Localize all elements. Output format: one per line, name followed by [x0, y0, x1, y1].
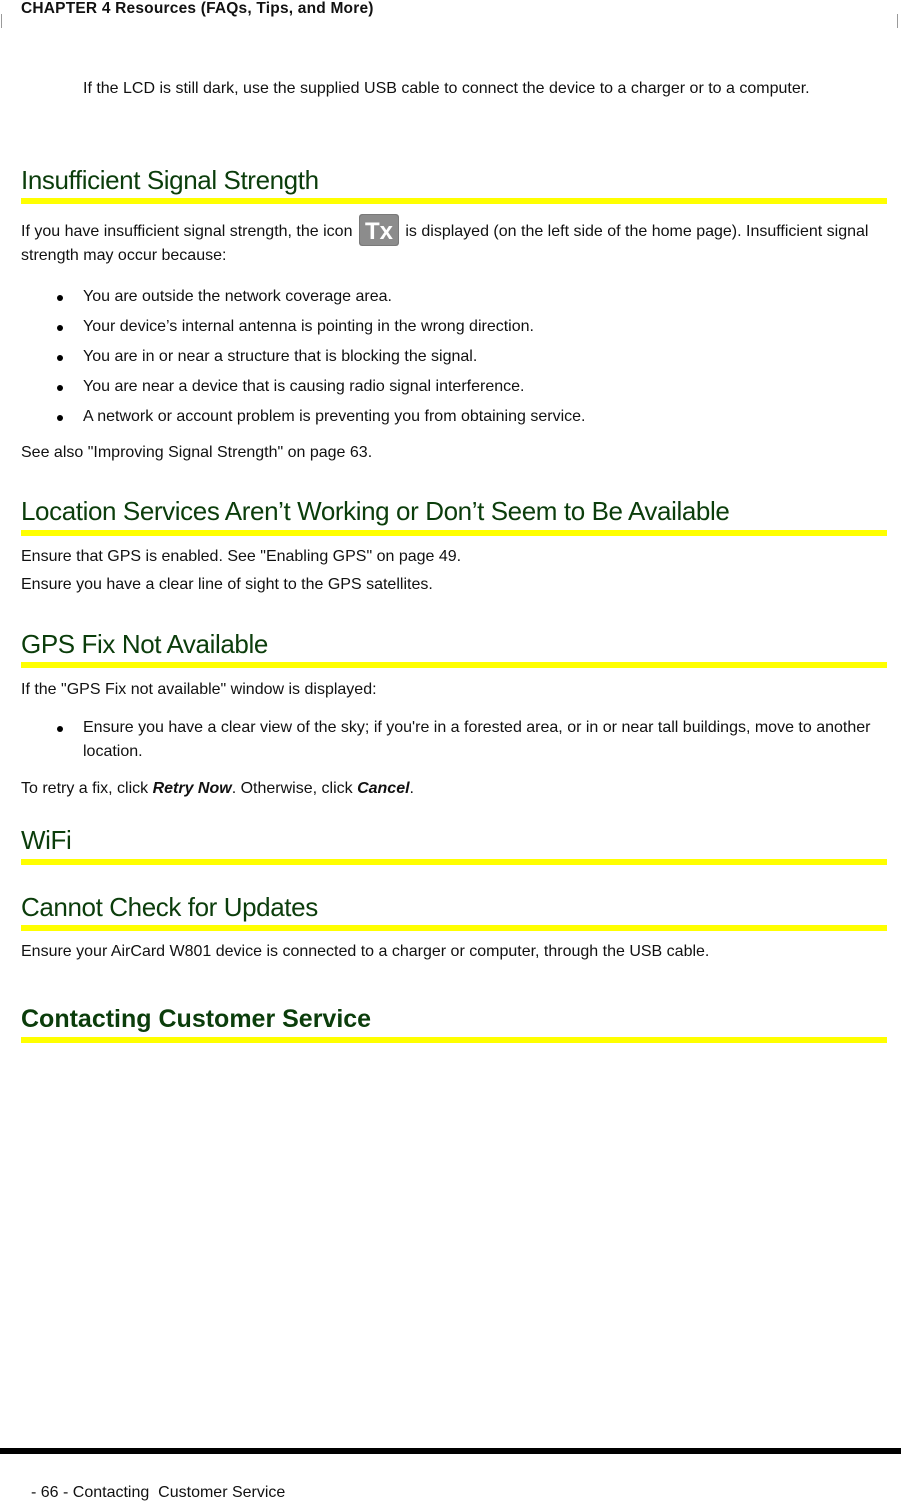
list-item: You are near a device that is causing radio signal interference. — [55, 375, 885, 399]
heading-rule — [21, 859, 887, 865]
crop-mark-right — [897, 14, 898, 28]
bullet-dot — [57, 726, 63, 732]
tx-icon-label: Tx — [364, 217, 393, 245]
heading-gps-fix: GPS Fix Not Available — [21, 629, 268, 659]
signal-causes-list — [55, 285, 885, 429]
crop-mark-left — [1, 14, 2, 28]
bullet-dot — [57, 385, 63, 391]
heading-cannot-check-updates: Cannot Check for Updates — [21, 892, 318, 922]
bullet-dot — [57, 325, 63, 331]
heading-location-services: Location Services Aren’t Working or Don’t Seem to Be Available — [21, 496, 730, 526]
heading-rule — [21, 662, 887, 668]
retry-paragraph: To retry a fix, click Retry Now. Otherwise, click Cancel. — [21, 780, 414, 797]
cancel-term: Cancel — [357, 780, 410, 797]
heading-rule — [21, 198, 887, 204]
updates-paragraph: Ensure your AirCard W801 device is connected to a charger or computer, through the USB cable. — [21, 943, 710, 960]
heading-insufficient-signal: Insufficient Signal Strength — [21, 165, 319, 195]
gps-fix-intro: If the "GPS Fix not available" window is displayed: — [21, 681, 377, 698]
signal-intro-after: is displayed (on the left side of the home page). Insufficient signal strength may occur because: — [21, 223, 869, 264]
heading-rule — [21, 530, 887, 536]
gps-fix-list — [55, 716, 885, 764]
list-item: A network or account problem is preventing you from obtaining service. — [55, 405, 885, 429]
chapter-header: CHAPTER 4 Resources (FAQs, Tips, and More) — [21, 0, 374, 17]
list-item: Ensure you have a clear view of the sky; if you're in a forested area, or in or near tall buildings, move to another location. — [55, 716, 885, 764]
list-item: You are outside the network coverage area. — [55, 285, 885, 309]
heading-contacting-customer-service: Contacting Customer Service — [21, 1005, 372, 1033]
signal-intro-paragraph — [21, 217, 881, 268]
bullet-dot — [57, 415, 63, 421]
retry-now-term: Retry Now — [152, 780, 232, 797]
list-item: You are in or near a structure that is blocking the signal. — [55, 345, 885, 369]
page-footer: - 66 - Contacting Customer Service — [31, 1484, 286, 1501]
location-line-2: Ensure you have a clear line of sight to the GPS satellites. — [21, 576, 433, 593]
heading-wifi: WiFi — [21, 825, 72, 855]
bullet-dot — [57, 355, 63, 361]
see-also-paragraph: See also "Improving Signal Strength" on page 63. — [21, 444, 373, 461]
heading-rule — [21, 1037, 887, 1043]
signal-intro-before: If you have insufficient signal strength, the icon — [21, 223, 353, 240]
heading-rule — [21, 925, 887, 931]
bullet-dot — [57, 295, 63, 301]
no-signal-tx-icon — [359, 214, 399, 246]
footer-rule — [0, 1448, 901, 1454]
list-item: Your device’s internal antenna is pointing in the wrong direction. — [55, 315, 885, 339]
intro-paragraph: If the LCD is still dark, use the supplied USB cable to connect the device to a charger or to a computer. — [83, 80, 810, 97]
location-line-1: Ensure that GPS is enabled. See "Enabling GPS" on page 49. — [21, 548, 462, 565]
